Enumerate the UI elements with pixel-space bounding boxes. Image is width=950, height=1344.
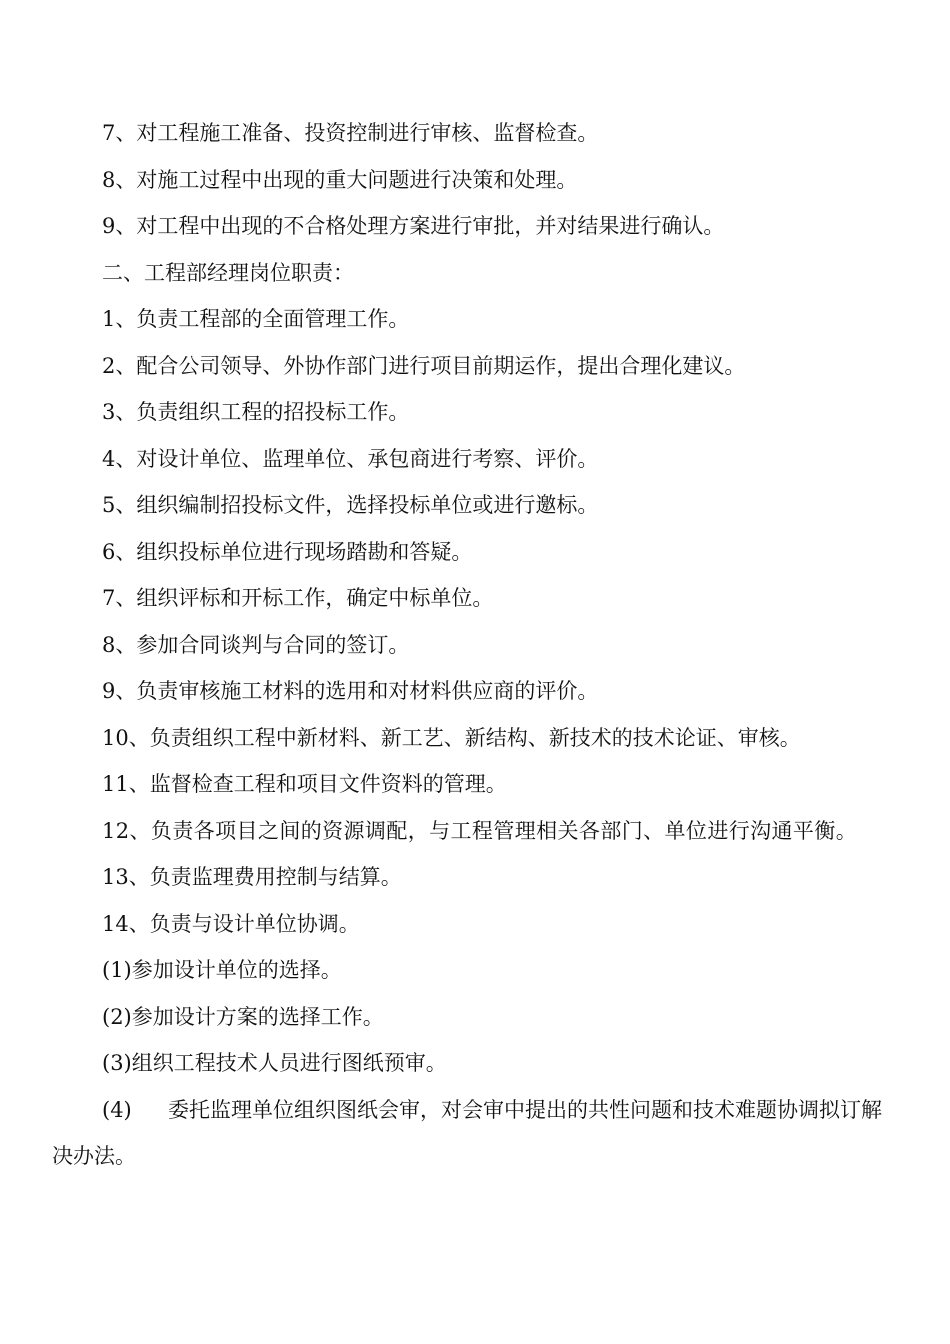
duty-2: 2、配合公司领导、外协作部门进行项目前期运作，提出合理化建议。 xyxy=(102,353,746,378)
duty-13: 13、负责监理费用控制与结算。 xyxy=(102,865,402,889)
sub-item-3: (3)组织工程技术人员进行图纸预审。 xyxy=(102,1051,447,1075)
duty-10: 10、负责组织工程中新材料、新工艺、新结构、新技术的技术论证、审核。 xyxy=(102,725,801,750)
section-heading: 二、工程部经理岗位职责： xyxy=(102,260,354,285)
duty-9: 9、负责审核施工材料的选用和对材料供应商的评价。 xyxy=(102,679,599,703)
sub-item-4-text: 委托监理单位组织图纸会审，对会审中提出的共性问题和技术难题协调拟订解决办法。 xyxy=(52,1097,882,1168)
duty-11: 11、监督检查工程和项目文件资料的管理。 xyxy=(102,772,507,796)
duty-14: 14、负责与设计单位协调。 xyxy=(102,911,360,936)
paragraph-9-approval: 9、对工程中出现的不合格处理方案进行审批，并对结果进行确认。 xyxy=(102,214,725,238)
duty-3: 3、负责组织工程的招投标工作。 xyxy=(102,400,410,424)
paragraph-8-decision: 8、对施工过程中出现的重大问题进行决策和处理。 xyxy=(102,167,578,192)
sub-item-4-number: (4) xyxy=(102,1097,132,1122)
duty-7: 7、组织评标和开标工作，确定中标单位。 xyxy=(102,586,494,610)
paragraph-7-review: 7、对工程施工准备、投资控制进行审核、监督检查。 xyxy=(102,121,599,145)
duty-12: 12、负责各项目之间的资源调配，与工程管理相关各部门、单位进行沟通平衡。 xyxy=(102,818,858,843)
duty-5: 5、组织编制招投标文件，选择投标单位或进行邀标。 xyxy=(102,493,599,517)
sub-item-4 xyxy=(52,1087,884,1180)
duty-4: 4、对设计单位、监理单位、承包商进行考察、评价。 xyxy=(102,446,599,471)
duty-6: 6、组织投标单位进行现场踏勘和答疑。 xyxy=(102,539,473,564)
sub-item-2: (2)参加设计方案的选择工作。 xyxy=(102,1004,384,1029)
sub-item-1: (1)参加设计单位的选择。 xyxy=(102,958,342,982)
document-body xyxy=(52,110,884,1180)
duty-8: 8、参加合同谈判与合同的签订。 xyxy=(102,632,410,657)
duty-1: 1、负责工程部的全面管理工作。 xyxy=(102,307,410,331)
